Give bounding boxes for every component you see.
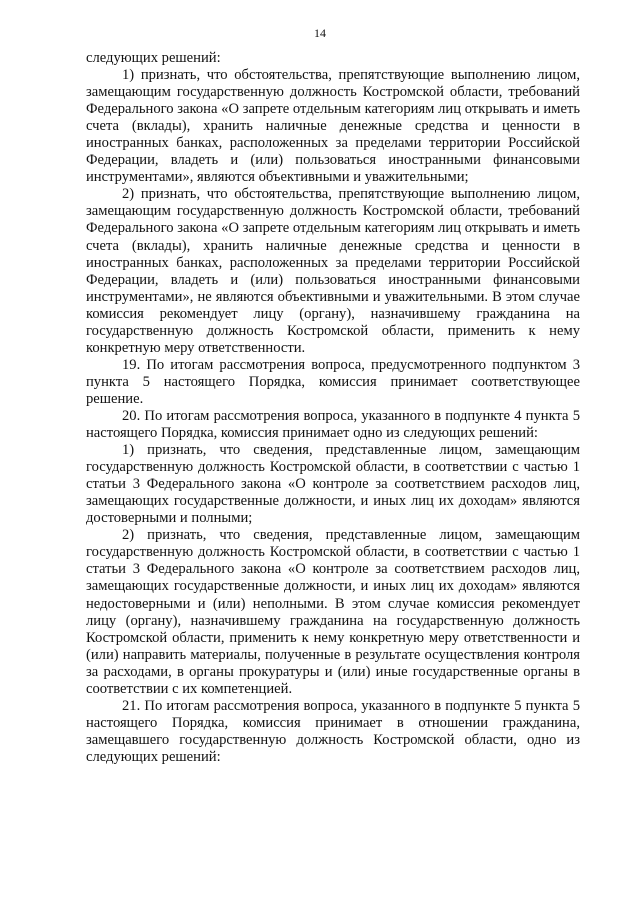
paragraph-item-20: 20. По итогам рассмотрения вопроса, указанного в подпункте 4 пункта 5 настоящего Порядка, комиссия принимает одно из следующих решений: xyxy=(86,407,580,442)
paragraph-decision-2-not-objective: 2) признать, что обстоятельства, препятствующие выполнению лицом, замещающим государственную должность Костромской области, требований Федерального закона «О запрете отдельным категориям лиц открывать и иметь счета (вклады), хранить наличные денежные средства и ценности в иностранных банках, расположенных за пределами территории Российской Федерации, владеть и (или) пользоваться иностранными финансовыми инструментами», не являются объективными и уважительными. В этом случае комиссия рекомендует лицу (органу), назначившему гражданина на государственную должность Костромской области, применить к нему конкретную меру ответственности. xyxy=(86,186,580,356)
page-number: 14 xyxy=(314,26,326,40)
paragraph-item-21: 21. По итогам рассмотрения вопроса, указанного в подпункте 5 пункта 5 настоящего Порядка, комиссия принимает в отношении гражданина, замещавшего государственную должность Костромской области, одно из следующих решений: xyxy=(86,697,580,765)
document-body xyxy=(86,50,580,766)
paragraph-continuation: следующих решений: xyxy=(86,50,221,66)
paragraph-decision-1-objective: 1) признать, что обстоятельства, препятствующие выполнению лицом, замещающим государственную должность Костромской области, требований Федерального закона «О запрете отдельным категориям лиц открывать и иметь счета (вклады), хранить наличные денежные средства и ценности в иностранных банках, расположенных за пределами территории Российской Федерации, владеть и (или) пользоваться иностранными финансовыми инструментами», являются объективными и уважительными; xyxy=(86,67,580,186)
paragraph-decision-1-reliable: 1) признать, что сведения, представленные лицом, замещающим государственную должность Костромской области, в соответствии с частью 1 статьи 3 Федерального закона «О контроле за соответствием расходов лиц, замещающих государственные должности, и иных лиц их доходам» являются достоверными и полными; xyxy=(86,442,580,527)
paragraph-item-19: 19. По итогам рассмотрения вопроса, предусмотренного подпунктом 3 пункта 5 настоящего Порядка, комиссия принимает соответствующее решение. xyxy=(86,356,580,407)
paragraph-decision-2-unreliable: 2) признать, что сведения, представленные лицом, замещающим государственную должность Костромской области, в соответствии с частью 1 статьи 3 Федерального закона «О контроле за соответствием расходов лиц, замещающих государственные должности, и иных лиц их доходам» являются недостоверными и (или) неполными. В этом случае комиссия рекомендует лицу (органу), назначившему гражданина на государственную должность Костромской области, применить к нему конкретную меру ответственности и (или) направить материалы, полученные в результате осуществления контроля за расходами, в органы прокуратуры и (или) иные государственные органы в соответствии с их компетенцией. xyxy=(86,527,580,697)
